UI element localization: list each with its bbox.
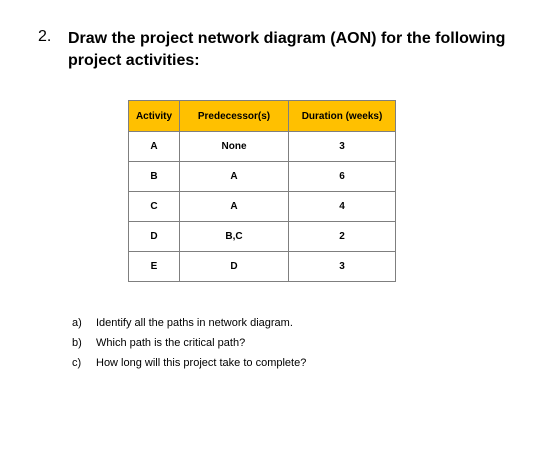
question-title: Draw the project network diagram (AON) for the following project activities:: [68, 30, 506, 69]
activity-cell: A: [129, 132, 180, 162]
question-number: 2.: [38, 28, 52, 45]
duration-cell: 6: [289, 162, 396, 192]
subquestion-text: Identify all the paths in network diagram.: [96, 317, 293, 329]
table-header-row: [129, 101, 396, 132]
activity-table: [128, 100, 396, 282]
activity-cell: D: [129, 222, 180, 252]
predecessor-cell: A: [180, 162, 289, 192]
activity-cell: C: [129, 192, 180, 222]
subquestion-letter: c): [72, 357, 82, 369]
table-row: [129, 252, 396, 282]
subquestion-text: How long will this project take to complete?: [96, 357, 307, 369]
duration-cell: 3: [289, 132, 396, 162]
predecessor-cell: None: [180, 132, 289, 162]
header-duration: Duration (weeks): [289, 101, 396, 132]
list-item: [72, 336, 306, 356]
header-activity: Activity: [129, 101, 180, 132]
subquestion-text: Which path is the critical path?: [96, 337, 246, 349]
subquestion-letter: b): [72, 337, 82, 349]
activity-cell: E: [129, 252, 180, 282]
subquestion-list: [72, 316, 306, 376]
table-row: [129, 222, 396, 252]
duration-cell: 2: [289, 222, 396, 252]
table-row: [129, 132, 396, 162]
predecessor-cell: D: [180, 252, 289, 282]
list-item: [72, 316, 306, 336]
subquestion-letter: a): [72, 317, 82, 329]
table-row: [129, 192, 396, 222]
predecessor-cell: B,C: [180, 222, 289, 252]
activity-cell: B: [129, 162, 180, 192]
duration-cell: 4: [289, 192, 396, 222]
header-predecessors: Predecessor(s): [180, 101, 289, 132]
predecessor-cell: A: [180, 192, 289, 222]
table-row: [129, 162, 396, 192]
duration-cell: 3: [289, 252, 396, 282]
list-item: [72, 356, 306, 376]
